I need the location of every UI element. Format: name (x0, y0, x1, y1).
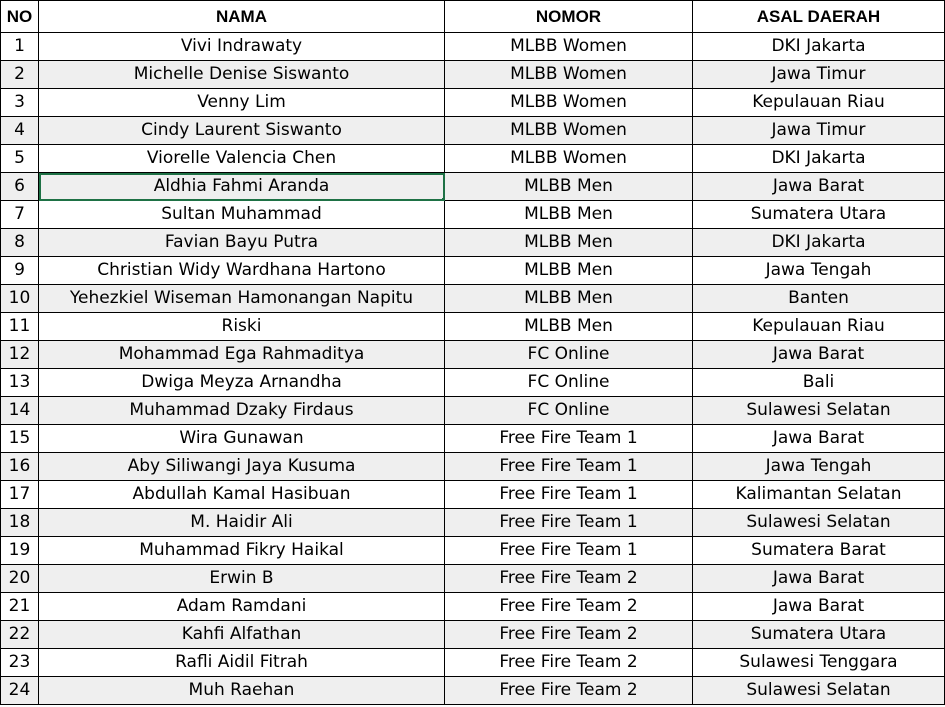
cell-asal-daerah[interactable]: Sulawesi Selatan (693, 509, 945, 537)
cell-nama[interactable]: Viorelle Valencia Chen (39, 145, 445, 173)
cell-nomor[interactable]: MLBB Men (445, 201, 693, 229)
cell-nama[interactable]: Erwin B (39, 565, 445, 593)
table-row (1, 369, 945, 397)
cell-nama[interactable]: Rafli Aidil Fitrah (39, 649, 445, 677)
cell-nomor[interactable]: MLBB Men (445, 257, 693, 285)
cell-no[interactable]: 18 (1, 509, 39, 537)
cell-asal-daerah[interactable]: DKI Jakarta (693, 33, 945, 61)
cell-asal-daerah[interactable]: Jawa Barat (693, 425, 945, 453)
cell-nomor[interactable]: Free Fire Team 1 (445, 453, 693, 481)
cell-nama[interactable]: Muhammad Fikry Haikal (39, 537, 445, 565)
cell-no[interactable]: 11 (1, 313, 39, 341)
cell-nomor[interactable]: MLBB Men (445, 313, 693, 341)
header-nama[interactable]: NAMA (39, 1, 445, 33)
cell-nama[interactable]: Dwiga Meyza Arnandha (39, 369, 445, 397)
table-row (1, 89, 945, 117)
cell-no[interactable]: 13 (1, 369, 39, 397)
cell-asal-daerah[interactable]: Sumatera Utara (693, 201, 945, 229)
cell-asal-daerah[interactable]: Kepulauan Riau (693, 313, 945, 341)
cell-nama[interactable]: Michelle Denise Siswanto (39, 61, 445, 89)
table-row (1, 229, 945, 257)
cell-no[interactable]: 9 (1, 257, 39, 285)
cell-nama[interactable]: Muh Raehan (39, 677, 445, 705)
cell-nomor[interactable]: MLBB Women (445, 117, 693, 145)
cell-nomor[interactable]: FC Online (445, 341, 693, 369)
table-row (1, 453, 945, 481)
cell-nomor[interactable]: MLBB Men (445, 173, 693, 201)
table-row (1, 145, 945, 173)
table-row (1, 341, 945, 369)
cell-nomor[interactable]: Free Fire Team 1 (445, 509, 693, 537)
cell-no[interactable]: 12 (1, 341, 39, 369)
cell-asal-daerah[interactable]: Banten (693, 285, 945, 313)
cell-nomor[interactable]: Free Fire Team 2 (445, 593, 693, 621)
cell-asal-daerah[interactable]: Jawa Barat (693, 593, 945, 621)
cell-nama[interactable]: Venny Lim (39, 89, 445, 117)
cell-no[interactable]: 17 (1, 481, 39, 509)
cell-asal-daerah[interactable]: Sulawesi Tenggara (693, 649, 945, 677)
cell-nomor[interactable]: Free Fire Team 2 (445, 565, 693, 593)
cell-asal-daerah[interactable]: Sulawesi Selatan (693, 397, 945, 425)
cell-asal-daerah[interactable]: Jawa Barat (693, 173, 945, 201)
cell-nama[interactable]: Vivi Indrawaty (39, 33, 445, 61)
cell-nama[interactable]: Adam Ramdani (39, 593, 445, 621)
cell-no[interactable]: 24 (1, 677, 39, 705)
cell-nomor[interactable]: FC Online (445, 397, 693, 425)
cell-no[interactable]: 6 (1, 173, 39, 201)
header-no[interactable]: NO (1, 1, 39, 33)
cell-nomor[interactable]: MLBB Men (445, 285, 693, 313)
cell-asal-daerah[interactable]: DKI Jakarta (693, 145, 945, 173)
table-row (1, 201, 945, 229)
cell-nama[interactable]: Wira Gunawan (39, 425, 445, 453)
cell-asal-daerah[interactable]: Sumatera Utara (693, 621, 945, 649)
cell-nomor[interactable]: MLBB Women (445, 89, 693, 117)
cell-asal-daerah[interactable]: Jawa Barat (693, 341, 945, 369)
cell-asal-daerah[interactable]: Jawa Timur (693, 61, 945, 89)
cell-no[interactable]: 23 (1, 649, 39, 677)
cell-asal-daerah[interactable]: Jawa Tengah (693, 453, 945, 481)
cell-no[interactable]: 8 (1, 229, 39, 257)
cell-no[interactable]: 7 (1, 201, 39, 229)
table-row (1, 565, 945, 593)
cell-no[interactable]: 22 (1, 621, 39, 649)
cell-nama[interactable]: Cindy Laurent Siswanto (39, 117, 445, 145)
cell-nama[interactable]: Yehezkiel Wiseman Hamonangan Napitu (39, 285, 445, 313)
table-row (1, 593, 945, 621)
cell-nomor[interactable]: Free Fire Team 1 (445, 537, 693, 565)
cell-no[interactable]: 15 (1, 425, 39, 453)
cell-nama[interactable]: Christian Widy Wardhana Hartono (39, 257, 445, 285)
table-row (1, 677, 945, 705)
cell-nama[interactable]: Favian Bayu Putra (39, 229, 445, 257)
table-row (1, 33, 945, 61)
cell-nama[interactable]: M. Haidir Ali (39, 509, 445, 537)
cell-nomor[interactable]: Free Fire Team 1 (445, 481, 693, 509)
cell-no[interactable]: 1 (1, 33, 39, 61)
cell-nama[interactable]: Riski (39, 313, 445, 341)
table-row (1, 61, 945, 89)
table-row (1, 257, 945, 285)
table-row (1, 537, 945, 565)
cell-no[interactable]: 14 (1, 397, 39, 425)
cell-asal-daerah[interactable]: Sulawesi Selatan (693, 677, 945, 705)
cell-nomor[interactable]: Free Fire Team 2 (445, 621, 693, 649)
table-row (1, 285, 945, 313)
cell-no[interactable]: 19 (1, 537, 39, 565)
table-row (1, 117, 945, 145)
cell-no[interactable]: 20 (1, 565, 39, 593)
table-row (1, 397, 945, 425)
cell-no[interactable]: 21 (1, 593, 39, 621)
table-row (1, 621, 945, 649)
cell-asal-daerah[interactable]: Jawa Tengah (693, 257, 945, 285)
cell-asal-daerah[interactable]: Kepulauan Riau (693, 89, 945, 117)
table-row (1, 649, 945, 677)
cell-no[interactable]: 10 (1, 285, 39, 313)
cell-nomor[interactable]: MLBB Women (445, 33, 693, 61)
cell-nama[interactable]: Aldhia Fahmi Aranda (39, 173, 445, 201)
cell-no[interactable]: 2 (1, 61, 39, 89)
cell-asal-daerah[interactable]: Sumatera Barat (693, 537, 945, 565)
cell-nomor[interactable]: Free Fire Team 1 (445, 425, 693, 453)
table-row (1, 313, 945, 341)
cell-nomor[interactable]: MLBB Women (445, 61, 693, 89)
header-row (1, 1, 945, 33)
cell-nomor[interactable]: Free Fire Team 2 (445, 649, 693, 677)
cell-asal-daerah[interactable]: Jawa Barat (693, 565, 945, 593)
cell-no[interactable]: 5 (1, 145, 39, 173)
table-row (1, 425, 945, 453)
table-row (1, 509, 945, 537)
cell-nama[interactable]: Aby Siliwangi Jaya Kusuma (39, 453, 445, 481)
table-row (1, 481, 945, 509)
header-nomor[interactable]: NOMOR (445, 1, 693, 33)
cell-asal-daerah[interactable]: DKI Jakarta (693, 229, 945, 257)
cell-nomor[interactable]: MLBB Men (445, 229, 693, 257)
cell-no[interactable]: 16 (1, 453, 39, 481)
cell-nama[interactable]: Sultan Muhammad (39, 201, 445, 229)
table-body (1, 33, 945, 705)
cell-asal-daerah[interactable]: Jawa Timur (693, 117, 945, 145)
cell-nomor[interactable]: FC Online (445, 369, 693, 397)
cell-asal-daerah[interactable]: Kalimantan Selatan (693, 481, 945, 509)
cell-nomor[interactable]: Free Fire Team 2 (445, 677, 693, 705)
cell-no[interactable]: 3 (1, 89, 39, 117)
cell-asal-daerah[interactable]: Bali (693, 369, 945, 397)
cell-no[interactable]: 4 (1, 117, 39, 145)
cell-nama[interactable]: Abdullah Kamal Hasibuan (39, 481, 445, 509)
cell-nama[interactable]: Mohammad Ega Rahmaditya (39, 341, 445, 369)
header-asal-daerah[interactable]: ASAL DAERAH (693, 1, 945, 33)
cell-nomor[interactable]: MLBB Women (445, 145, 693, 173)
cell-nama[interactable]: Muhammad Dzaky Firdaus (39, 397, 445, 425)
cell-nama[interactable]: Kahfi Alfathan (39, 621, 445, 649)
table-row (1, 173, 945, 201)
